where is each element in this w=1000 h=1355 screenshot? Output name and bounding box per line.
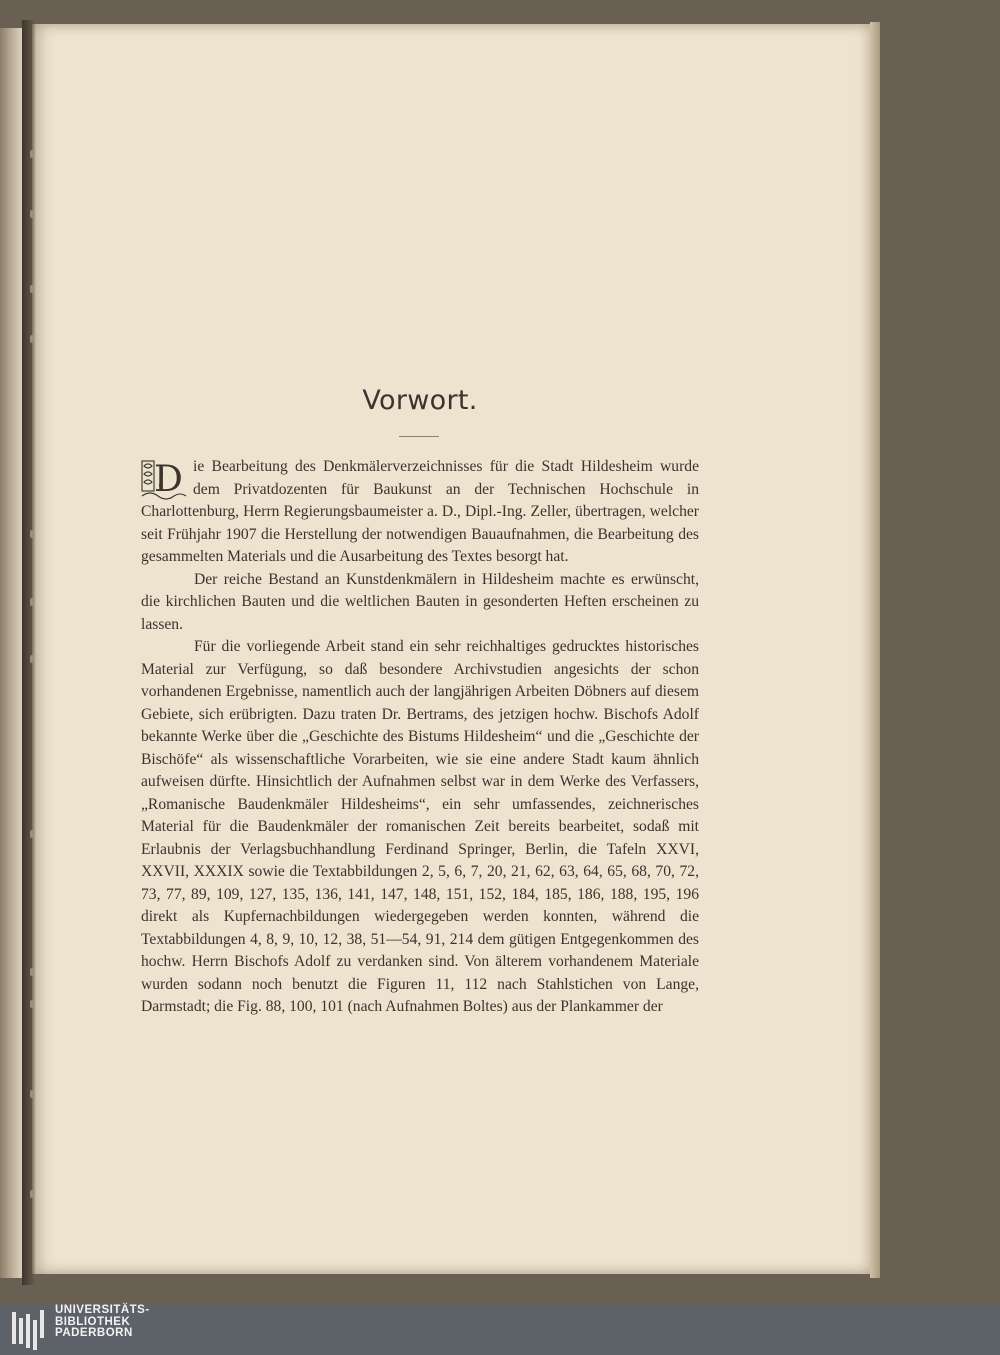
paragraph-1-text: ie Bearbeitung des Denkmälerverzeichnisses für die Stadt Hildesheim wurde dem Privatdozenten für Baukunst an der Technischen Hochschule in Charlottenburg, Herrn Regierungsbaumeister a. D., Dipl.-Ing. Zeller, übertragen, welcher seit Frühjahr 1907 die Herstellung der notwendigen Bauaufnahmen, die Bearbeitung des gesammelten Materials und die Ausarbeitung des Textes besorgt hat. bbox=[141, 458, 699, 565]
ornamental-initial-icon bbox=[141, 458, 187, 500]
title-divider bbox=[399, 436, 439, 437]
library-logo-icon bbox=[10, 1308, 50, 1352]
library-name-line-3: PADERBORN bbox=[55, 1327, 133, 1339]
library-name-line-2: BIBLIOTHEK bbox=[55, 1315, 131, 1328]
library-name-line-1: UNIVERSITÄTS- bbox=[55, 1304, 150, 1316]
footer-bar bbox=[0, 1305, 1000, 1355]
page-right-edge bbox=[870, 22, 880, 1278]
page-title: Vorwort. bbox=[362, 385, 478, 416]
dropcap-letter: D bbox=[154, 459, 183, 500]
dropcap-ornament bbox=[141, 458, 187, 500]
paragraph-1 bbox=[141, 456, 699, 569]
body-text bbox=[141, 456, 699, 1019]
paragraph-3: Für die vorliegende Arbeit stand ein sehr reichhaltiges gedrucktes historisches Material zur Verfügung, so daß besondere Archivstudien angesichts der schon vorhandenen Ergebnisse, namentlich auch der langjährigen Arbeiten Döbners auf diesem Gebiete, sich erübrigten. Dazu traten Dr. Bertrams, des jetzigen hochw. Bischofs Adolf bekannte Werke über die „Geschichte des Bistums Hildesheim“ und die „Geschichte der Bischöfe“ als wissenschaftliche Vorarbeiten, wie sie eine andere Stadt kaum ähnlich aufweisen dürfte. Hinsichtlich der Aufnahmen selbst war in dem Werke des Verfassers, „Romanische Baudenkmäler Hildesheims“, ein sehr umfassendes, zeichnerisches Material für die Baudenkmäler der romanischen Zeit bereits bearbeitet, sodaß mit Erlaubnis der Verlagsbuchhandlung Ferdinand Springer, Berlin, die Tafeln XXVI, XXVII, XXXIX sowie die Textabbildungen 2, 5, 6, 7, 20, 21, 62, 63, 64, 65, 68, 70, 72, 73, 77, 89, 109, 127, 135, 136, 141, 147, 148, 151, 152, 184, 185, 186, 188, 195, 196 direkt als Kupfernachbildungen wiedergegeben werden konnten, während die Textabbildungen 4, 8, 9, 10, 12, 38, 51—54, 91, 214 dem gütigen Entgegenkommen des hochw. Herrn Bischofs Adolf zu verdanken sind. Von älterem vorhandenem Materiale wurden sodann noch benutzt die Figuren 11, 112 nach Stahlstichen von Lange, Darmstadt; die Fig. 88, 100, 101 (nach Aufnahmen Boltes) aus der Plankammer der bbox=[141, 638, 699, 1015]
library-name bbox=[55, 1305, 150, 1340]
paragraph-2: Der reiche Bestand an Kunstdenkmälern in Hildesheim machte es erwünscht, die kirchlichen Bauten und die weltlichen Bauten in gesonderten Heften erscheinen zu lassen. bbox=[141, 570, 699, 633]
